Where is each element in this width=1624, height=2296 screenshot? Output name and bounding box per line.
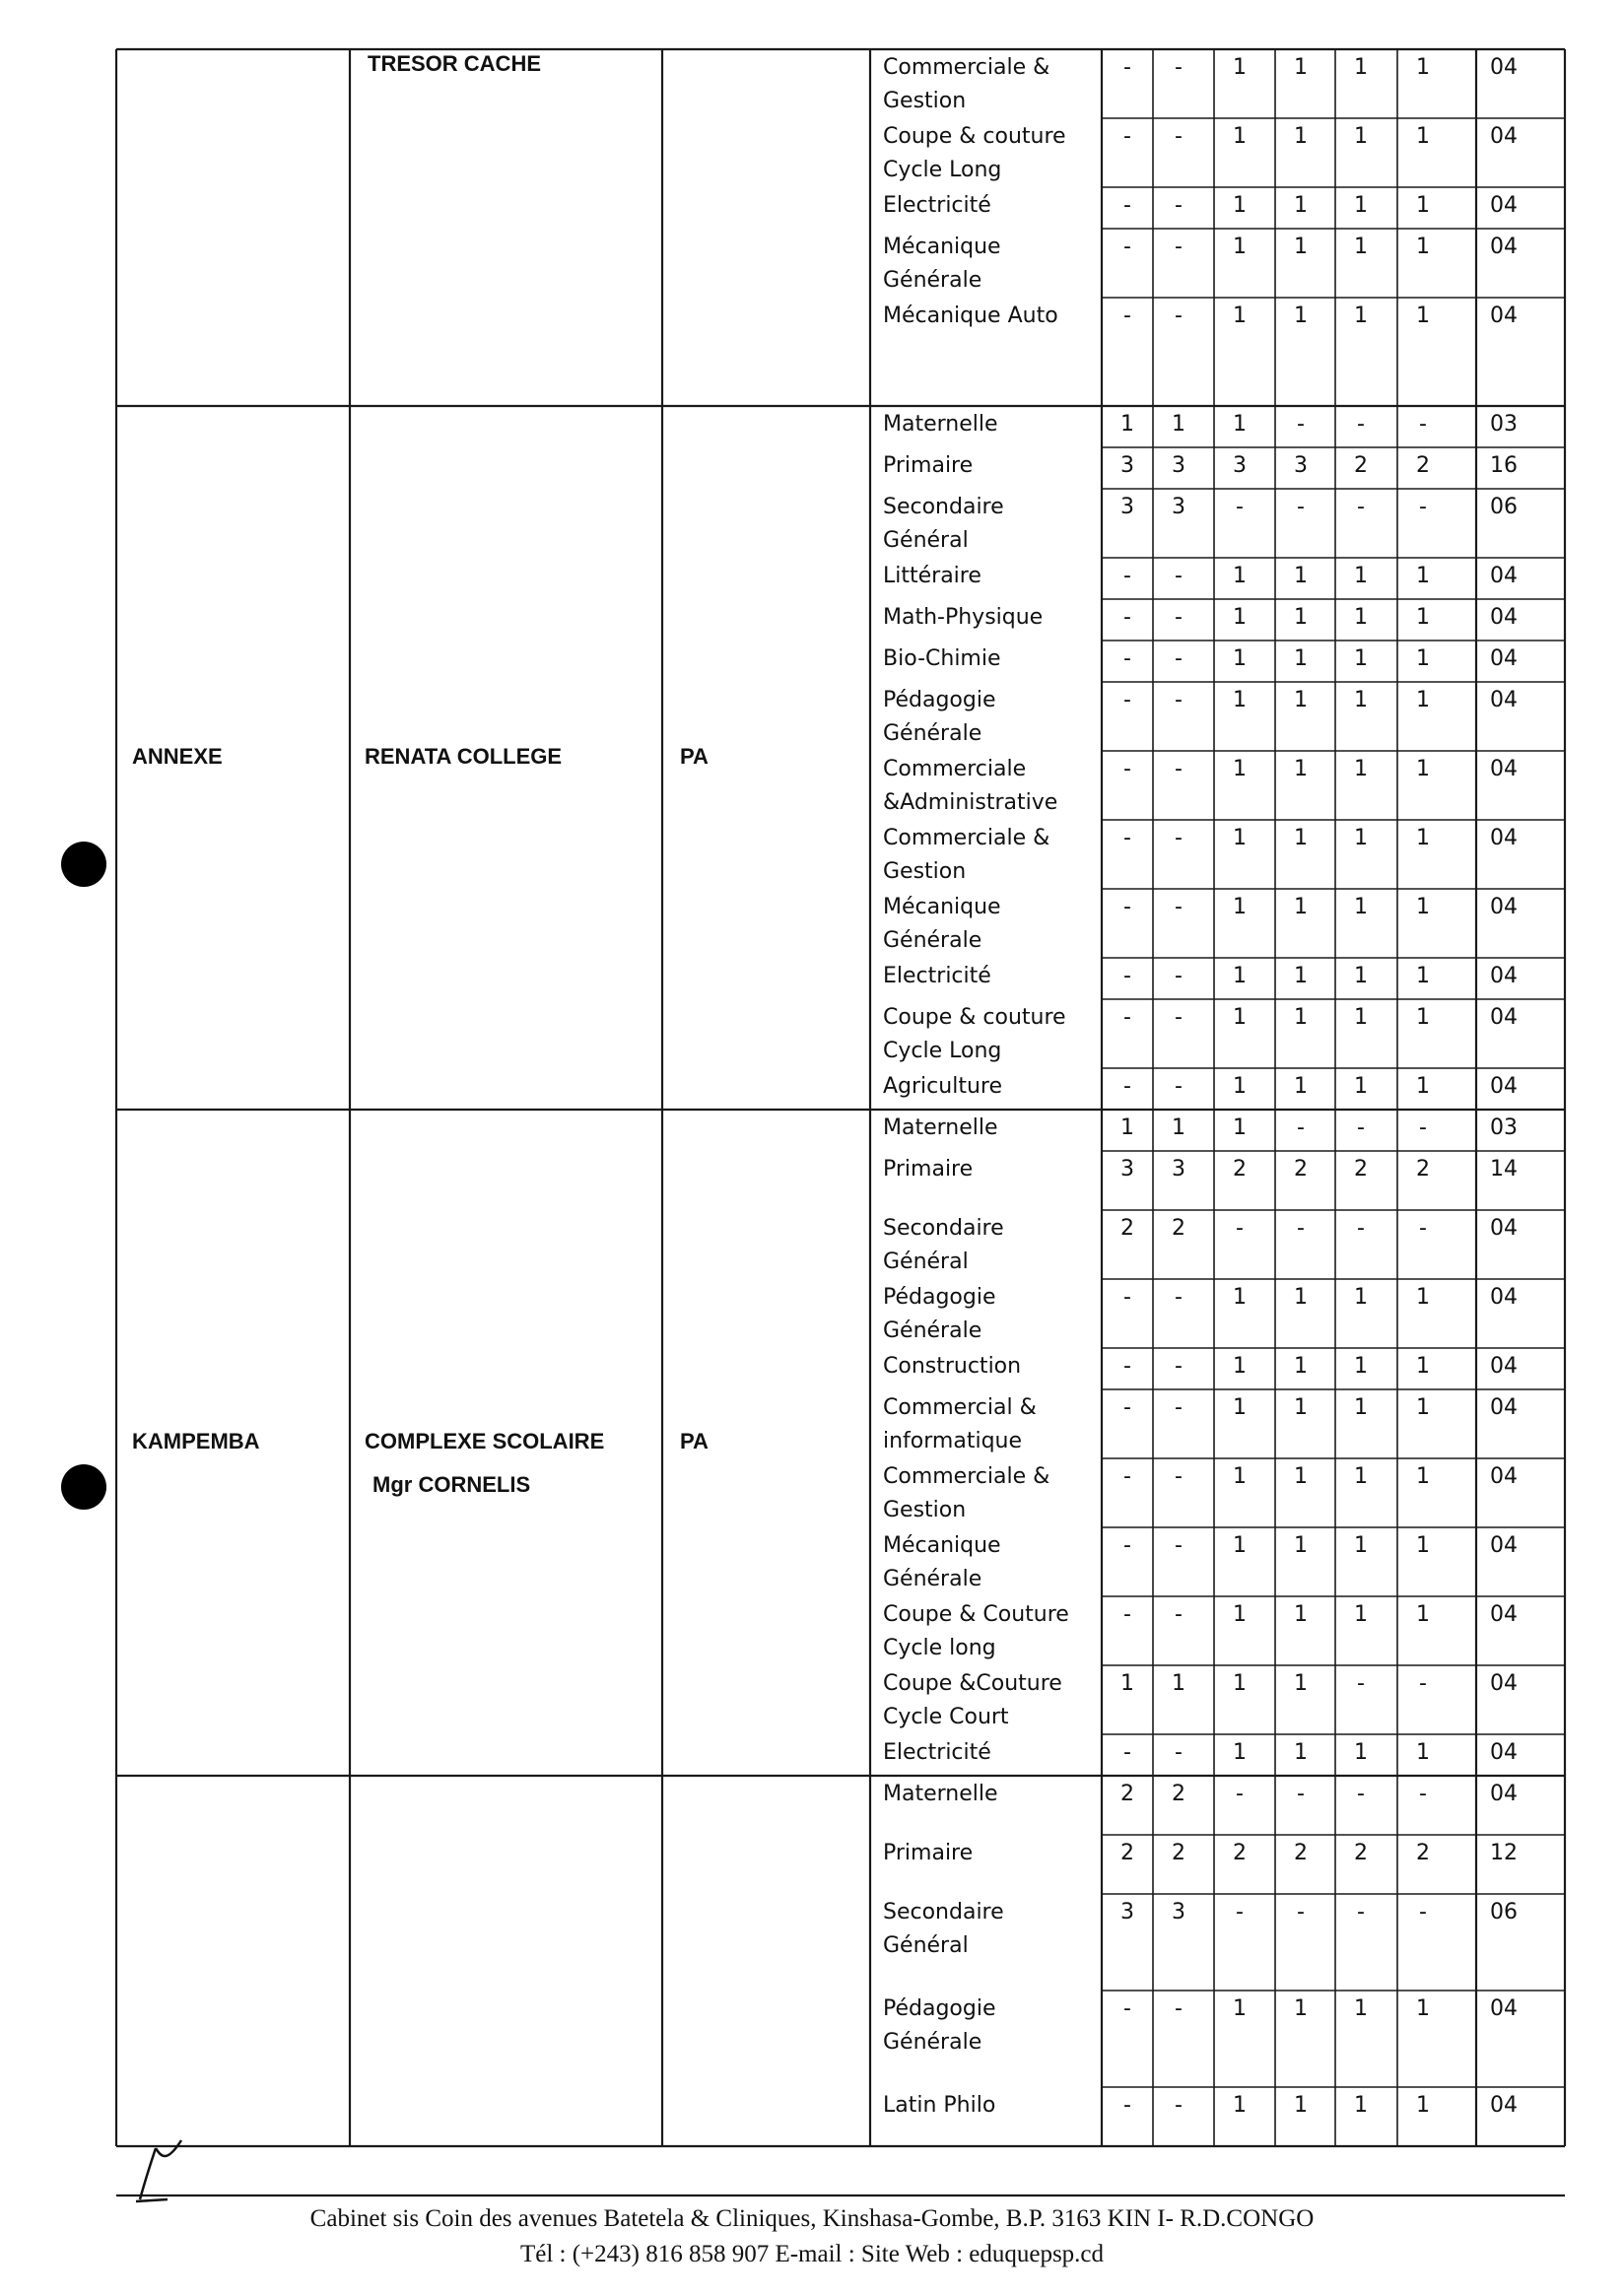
class-count: - [1175,646,1183,671]
class-count: - [1175,2093,1183,2118]
class-count: - [1236,1216,1244,1241]
class-count: 3 [1172,1900,1185,1925]
class-count: 3 [1172,495,1185,519]
class-count: 1 [1294,826,1308,850]
class-count: 1 [1354,304,1368,328]
class-count: 1 [1233,55,1247,80]
option-label: Commerciale & Gestion [883,826,1050,884]
class-count: 1 [1354,1602,1368,1627]
row-total: 04 [1490,1216,1518,1241]
class-count: 1 [1233,605,1247,630]
class-count: - [1123,1996,1131,2021]
class-count: 1 [1233,1740,1247,1765]
class-count: 1 [1294,646,1308,671]
class-count: - [1175,895,1183,919]
row-total: 04 [1490,193,1518,218]
class-count: 3 [1233,453,1247,478]
class-count: - [1175,235,1183,259]
class-count: - [1123,55,1131,80]
row-total: 04 [1490,1740,1518,1765]
class-count: - [1175,193,1183,218]
option-label: Maternelle [883,1782,998,1806]
class-count: 1 [1294,1395,1308,1420]
class-count: - [1175,1354,1183,1379]
class-count: 2 [1120,1782,1134,1806]
class-count: - [1419,1216,1427,1241]
class-count: 1 [1354,688,1368,712]
option-label: Secondaire Général [883,1216,1004,1274]
class-count: - [1175,564,1183,588]
class-count: 1 [1233,646,1247,671]
class-count: - [1419,495,1427,519]
class-count: 1 [1233,895,1247,919]
row-total: 04 [1490,1602,1518,1627]
option-label: Maternelle [883,1115,998,1140]
class-count: 1 [1233,688,1247,712]
class-count: 1 [1416,1464,1430,1489]
class-count: - [1123,646,1131,671]
class-count: - [1175,1285,1183,1310]
class-count: 1 [1120,1671,1134,1696]
option-label: Mécanique Générale [883,235,1001,293]
signature-mark [128,2128,197,2207]
class-count: 1 [1416,1354,1430,1379]
option-label: Mécanique Auto [883,304,1058,328]
row-total: 04 [1490,1395,1518,1420]
row-total: 04 [1490,1671,1518,1696]
footer-contact: Tél : (+243) 816 858 907 E-mail : Site Web : eduquepsp.cd [519,2241,1105,2267]
class-count: 3 [1172,1157,1185,1182]
option-label: Commerciale & Gestion [883,1464,1050,1522]
option-label: Littéraire [883,564,981,588]
class-count: - [1175,1005,1183,1030]
class-count: 1 [1416,193,1430,218]
option-label: Latin Philo [883,2093,996,2118]
class-count: 1 [1294,1996,1308,2021]
class-count: 3 [1120,1157,1134,1182]
option-label: Primaire [883,1841,974,1865]
class-count: 1 [1416,1996,1430,2021]
option-label: Agriculture [883,1074,1002,1099]
class-count: - [1123,235,1131,259]
class-count: - [1175,1074,1183,1099]
row-total: 04 [1490,688,1518,712]
option-label: Primaire [883,453,974,478]
class-count: 1 [1354,646,1368,671]
class-count: 3 [1120,1900,1134,1925]
class-count: 1 [1120,1115,1134,1140]
class-count: 1 [1233,564,1247,588]
row-total: 04 [1490,1996,1518,2021]
school-name: RENATA COLLEGE [365,744,563,769]
class-count: - [1175,964,1183,988]
class-count: - [1175,605,1183,630]
class-count: - [1175,304,1183,328]
row-total: 04 [1490,235,1518,259]
class-count: 1 [1233,235,1247,259]
class-count: 1 [1294,1354,1308,1379]
class-count: - [1175,55,1183,80]
class-count: 2 [1354,1157,1368,1182]
class-count: 1 [1416,304,1430,328]
school-name: TRESOR CACHE [368,51,542,76]
class-count: 1 [1233,1005,1247,1030]
class-count: 1 [1354,55,1368,80]
option-label: Coupe & couture Cycle Long [883,1005,1066,1063]
class-count: 1 [1354,1464,1368,1489]
option-label: Maternelle [883,412,998,437]
row-total: 04 [1490,304,1518,328]
class-count: 1 [1354,1074,1368,1099]
option-label: Electricité [883,1740,991,1765]
class-count: - [1297,1115,1305,1140]
locality-name: KAMPEMBA [132,1429,260,1453]
class-count: - [1357,412,1365,437]
row-total: 04 [1490,1285,1518,1310]
class-count: - [1357,1671,1365,1696]
class-count: 1 [1354,1285,1368,1310]
class-count: - [1175,1464,1183,1489]
option-label: Pédagogie Générale [883,1996,996,2055]
class-count: - [1357,1216,1365,1241]
row-total: 04 [1490,895,1518,919]
class-count: 1 [1294,304,1308,328]
row-total: 04 [1490,646,1518,671]
class-count: 2 [1354,453,1368,478]
option-label: Electricité [883,193,991,218]
class-count: 1 [1294,1533,1308,1558]
class-count: 1 [1354,895,1368,919]
class-count: 1 [1233,1074,1247,1099]
class-count: 1 [1233,1464,1247,1489]
class-count: - [1123,564,1131,588]
class-count: 1 [1416,826,1430,850]
class-count: 2 [1294,1841,1308,1865]
class-count: 2 [1233,1841,1247,1865]
class-count: 1 [1416,964,1430,988]
class-count: 2 [1172,1841,1185,1865]
class-count: 1 [1416,1602,1430,1627]
row-total: 04 [1490,826,1518,850]
class-count: 1 [1416,757,1430,781]
row-total: 06 [1490,1900,1518,1925]
school-name-line2: Mgr CORNELIS [372,1472,531,1497]
class-count: 1 [1233,1602,1247,1627]
class-count: 1 [1354,1005,1368,1030]
class-count: - [1419,1115,1427,1140]
regime-code: PA [680,1429,709,1453]
class-count: 1 [1233,193,1247,218]
class-count: 1 [1416,1005,1430,1030]
footer-address: Cabinet sis Coin des avenues Batetela & Cliniques, Kinshasa-Gombe, B.P. 3163 KIN I- R.D.CONGO [309,2205,1315,2232]
class-count: - [1175,1740,1183,1765]
row-total: 03 [1490,1115,1518,1140]
row-total: 14 [1490,1157,1518,1182]
punch-hole-bottom [61,1464,106,1510]
class-count: - [1123,193,1131,218]
class-count: - [1123,2093,1131,2118]
class-count: - [1357,1900,1365,1925]
option-label: Coupe & Couture Cycle long [883,1602,1069,1660]
row-total: 04 [1490,124,1518,149]
class-count: 1 [1294,688,1308,712]
class-count: 1 [1233,2093,1247,2118]
class-count: 1 [1354,2093,1368,2118]
class-count: 1 [1294,1074,1308,1099]
class-count: 1 [1354,564,1368,588]
row-total: 04 [1490,1782,1518,1806]
class-count: 1 [1233,1996,1247,2021]
class-count: 1 [1233,1285,1247,1310]
class-count: - [1357,1782,1365,1806]
option-label: Coupe &Couture Cycle Court [883,1671,1062,1729]
class-count: 1 [1233,1671,1247,1696]
class-count: - [1123,1074,1131,1099]
option-label: Construction [883,1354,1022,1379]
class-count: 1 [1294,2093,1308,2118]
class-count: 1 [1416,55,1430,80]
class-count: - [1123,964,1131,988]
school-name: COMPLEXE SCOLAIRE [365,1429,605,1453]
class-count: 1 [1354,1354,1368,1379]
class-count: 1 [1233,964,1247,988]
class-count: 2 [1120,1216,1134,1241]
option-label: Coupe & couture Cycle Long [883,124,1066,182]
class-count: 1 [1294,1285,1308,1310]
class-count: 1 [1294,757,1308,781]
class-count: 2 [1416,1157,1430,1182]
class-count: - [1297,1782,1305,1806]
class-count: 1 [1233,412,1247,437]
row-total: 04 [1490,1005,1518,1030]
class-count: - [1236,1900,1244,1925]
class-count: 1 [1354,757,1368,781]
class-count: - [1175,1395,1183,1420]
class-count: - [1123,1285,1131,1310]
option-label: Math-Physique [883,605,1044,630]
class-count: 2 [1172,1782,1185,1806]
class-count: - [1175,757,1183,781]
class-count: - [1123,895,1131,919]
class-count: - [1297,1216,1305,1241]
class-count: 1 [1172,1115,1185,1140]
row-total: 06 [1490,495,1518,519]
class-count: - [1357,495,1365,519]
class-count: 1 [1354,235,1368,259]
row-total: 04 [1490,2093,1518,2118]
option-label: Pédagogie Générale [883,1285,996,1343]
class-count: - [1419,1900,1427,1925]
class-count: - [1123,688,1131,712]
class-count: 1 [1294,124,1308,149]
class-count: 1 [1416,2093,1430,2118]
class-count: 1 [1294,193,1308,218]
class-count: 1 [1233,757,1247,781]
option-label: Pédagogie Générale [883,688,996,746]
class-count: 1 [1294,1740,1308,1765]
class-count: 2 [1416,453,1430,478]
option-label: Commerciale & Gestion [883,55,1050,113]
class-count: 1 [1294,1464,1308,1489]
row-total: 04 [1490,605,1518,630]
row-total: 04 [1490,55,1518,80]
class-count: 1 [1354,964,1368,988]
class-count: - [1175,1996,1183,2021]
class-count: 1 [1294,1602,1308,1627]
row-total: 04 [1490,1354,1518,1379]
class-count: - [1123,1464,1131,1489]
class-count: - [1297,1900,1305,1925]
class-count: 1 [1233,1115,1247,1140]
class-count: - [1123,757,1131,781]
class-count: 2 [1172,1216,1185,1241]
option-label: Secondaire Général [883,495,1004,553]
class-count: 1 [1354,605,1368,630]
class-count: - [1123,1395,1131,1420]
class-count: - [1175,826,1183,850]
class-count: 1 [1294,1005,1308,1030]
class-count: 2 [1354,1841,1368,1865]
class-count: - [1236,1782,1244,1806]
row-total: 12 [1490,1841,1518,1865]
class-count: 1 [1233,124,1247,149]
option-label: Primaire [883,1157,974,1182]
row-total: 03 [1490,412,1518,437]
class-count: 2 [1416,1841,1430,1865]
class-count: 1 [1416,235,1430,259]
punch-hole-top [61,842,106,887]
class-count: 1 [1120,412,1134,437]
row-total: 16 [1490,453,1518,478]
row-total: 04 [1490,564,1518,588]
class-count: 1 [1416,1285,1430,1310]
class-count: 1 [1233,304,1247,328]
option-label: Commerciale &Administrative [883,757,1058,815]
class-count: - [1236,495,1244,519]
class-count: 1 [1294,55,1308,80]
class-count: 1 [1354,193,1368,218]
row-total: 04 [1490,964,1518,988]
class-count: 1 [1354,124,1368,149]
class-count: - [1123,605,1131,630]
row-total: 04 [1490,1464,1518,1489]
class-count: - [1297,412,1305,437]
row-total: 04 [1490,1074,1518,1099]
class-count: - [1123,826,1131,850]
class-count: 1 [1416,688,1430,712]
class-count: - [1123,1602,1131,1627]
regime-code: PA [680,744,709,769]
class-count: - [1297,495,1305,519]
class-count: 1 [1294,605,1308,630]
class-count: 1 [1294,564,1308,588]
class-count: 1 [1416,124,1430,149]
class-count: - [1123,1005,1131,1030]
class-count: 1 [1233,826,1247,850]
class-count: 1 [1354,1996,1368,2021]
class-count: 1 [1354,1395,1368,1420]
class-count: - [1123,1740,1131,1765]
class-count: 1 [1233,1395,1247,1420]
class-count: - [1419,1671,1427,1696]
class-count: 1 [1233,1533,1247,1558]
row-total: 04 [1490,1533,1518,1558]
class-count: 3 [1294,453,1308,478]
class-count: 1 [1416,605,1430,630]
class-count: 1 [1233,1354,1247,1379]
class-count: 1 [1416,1740,1430,1765]
class-count: - [1175,688,1183,712]
class-count: - [1123,1354,1131,1379]
class-count: 1 [1416,646,1430,671]
class-count: 2 [1120,1841,1134,1865]
class-count: 1 [1294,895,1308,919]
option-label: Secondaire Général [883,1900,1004,1958]
class-count: - [1419,412,1427,437]
class-count: 1 [1416,1074,1430,1099]
class-count: - [1357,1115,1365,1140]
class-count: 1 [1416,564,1430,588]
class-count: - [1123,1533,1131,1558]
class-count: - [1175,1533,1183,1558]
option-label: Bio-Chimie [883,646,1001,671]
class-count: 1 [1294,964,1308,988]
option-label: Mécanique Générale [883,895,1001,953]
class-count: 2 [1233,1157,1247,1182]
class-count: - [1419,1782,1427,1806]
class-count: 1 [1416,1395,1430,1420]
class-count: 1 [1294,1671,1308,1696]
class-count: 1 [1294,235,1308,259]
class-count: - [1123,304,1131,328]
class-count: 1 [1172,1671,1185,1696]
class-count: 2 [1294,1157,1308,1182]
class-count: 1 [1172,412,1185,437]
class-count: 1 [1416,895,1430,919]
option-label: Electricité [883,964,991,988]
class-count: - [1175,1602,1183,1627]
class-count: - [1175,124,1183,149]
class-count: 3 [1172,453,1185,478]
option-label: Commercial & informatique [883,1395,1037,1453]
class-count: 1 [1354,826,1368,850]
class-count: 1 [1354,1533,1368,1558]
row-total: 04 [1490,757,1518,781]
class-count: 3 [1120,453,1134,478]
locality-name: ANNEXE [132,744,223,769]
class-count: 3 [1120,495,1134,519]
class-count: 1 [1416,1533,1430,1558]
class-count: 1 [1354,1740,1368,1765]
option-label: Mécanique Générale [883,1533,1001,1591]
class-count: - [1123,124,1131,149]
